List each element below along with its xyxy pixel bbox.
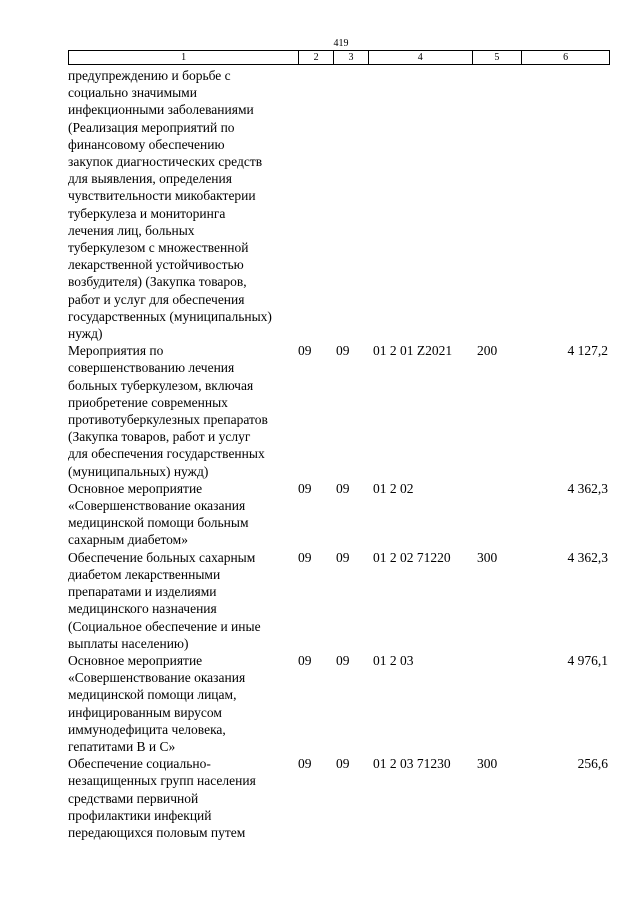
table-row — [68, 652, 610, 755]
row-description — [68, 652, 300, 755]
description-line: выплаты населению) — [68, 635, 189, 651]
row-description — [68, 342, 300, 480]
description-line: чувствительности микобактерии — [68, 188, 256, 204]
table-header — [68, 50, 610, 65]
section-cell: 09 — [298, 549, 312, 565]
expense-type-cell: 300 — [477, 756, 498, 772]
row-description — [68, 67, 300, 342]
description-line: противотуберкулезных препаратов — [68, 412, 268, 428]
description-line: работ и услуг для обеспечения — [68, 291, 245, 307]
header-col-6: 6 — [521, 51, 609, 64]
sum-cell: 4 976,1 — [567, 652, 608, 668]
row-description — [68, 549, 300, 652]
description-line: иммунодефицита человека, — [68, 721, 226, 737]
code-cell: 01 2 02 — [373, 480, 414, 496]
description-line: Мероприятия по — [68, 343, 164, 359]
description-line: нужд) — [68, 326, 103, 342]
description-line: «Совершенствование оказания — [68, 498, 246, 514]
table-body — [68, 67, 610, 841]
subsection-cell: 09 — [336, 343, 350, 359]
header-col-2: 2 — [298, 51, 333, 64]
description-line: для обеспечения государственных — [68, 446, 265, 462]
description-line: туберкулезом с множественной — [68, 240, 249, 256]
section-cell: 09 — [298, 343, 312, 359]
description-line: больных туберкулезом, включая — [68, 377, 254, 393]
subsection-cell: 09 — [336, 549, 350, 565]
description-line: Основное мероприятие — [68, 652, 203, 668]
header-col-4: 4 — [368, 51, 472, 64]
description-line: возбудителя) (Закупка товаров, — [68, 274, 247, 290]
code-cell: 01 2 03 — [373, 652, 414, 668]
description-line: (Социальное обеспечение и иные — [68, 618, 261, 634]
table-row — [68, 480, 610, 549]
table-row — [68, 67, 610, 342]
sum-cell: 4 127,2 — [567, 343, 608, 359]
section-cell: 09 — [298, 756, 312, 772]
description-line: препаратами и изделиями — [68, 584, 217, 600]
description-line: средствами первичной — [68, 790, 199, 806]
subsection-cell: 09 — [336, 480, 350, 496]
description-line: (муниципальных) нужд) — [68, 463, 209, 479]
description-line: Основное мероприятие — [68, 480, 203, 496]
description-line: гепатитами В и С» — [68, 738, 176, 754]
description-line: лекарственной устойчивостью — [68, 257, 244, 273]
sum-cell: 4 362,3 — [567, 480, 608, 496]
description-line: передающихся половым путем — [68, 824, 246, 840]
description-line: диабетом лекарственными — [68, 566, 221, 582]
description-line: закупок диагностических средств — [68, 154, 263, 170]
description-line: незащищенных групп населения — [68, 773, 256, 789]
description-line: туберкулеза и мониторинга — [68, 205, 226, 221]
code-cell: 01 2 03 71230 — [373, 756, 451, 772]
description-line: лечения лиц, больных — [68, 222, 195, 238]
description-line: инфекционными заболеваниями — [68, 102, 254, 118]
description-line: медицинской помощи больным — [68, 515, 249, 531]
description-line: финансовому обеспечению — [68, 136, 225, 152]
row-description — [68, 755, 300, 841]
table-row — [68, 342, 610, 480]
description-line: медицинского назначения — [68, 601, 217, 617]
expense-type-cell: 200 — [477, 343, 498, 359]
code-cell: 01 2 01 Z2021 — [373, 343, 453, 359]
row-description — [68, 480, 300, 549]
description-line: приобретение современных — [68, 394, 228, 410]
description-line: предупреждению и борьбе с — [68, 68, 231, 83]
table-row — [68, 755, 610, 841]
description-line: «Совершенствование оказания — [68, 670, 246, 686]
code-cell: 01 2 02 71220 — [373, 549, 451, 565]
description-line: медицинской помощи лицам, — [68, 687, 237, 703]
section-cell: 09 — [298, 652, 312, 668]
description-line: инфицированным вирусом — [68, 704, 222, 720]
description-line: сахарным диабетом» — [68, 532, 188, 548]
expense-type-cell: 300 — [477, 549, 498, 565]
description-line: социально значимыми — [68, 85, 197, 101]
description-line: (Реализация мероприятий по — [68, 119, 235, 135]
description-line: для выявления, определения — [68, 171, 232, 187]
description-line: профилактики инфекций — [68, 807, 212, 823]
sum-cell: 256,6 — [577, 756, 608, 772]
description-line: государственных (муниципальных) — [68, 308, 272, 324]
section-cell: 09 — [298, 480, 312, 496]
sum-cell: 4 362,3 — [567, 549, 608, 565]
header-col-1: 1 — [181, 52, 187, 63]
subsection-cell: 09 — [336, 652, 350, 668]
description-line: Обеспечение больных сахарным — [68, 549, 256, 565]
description-line: Обеспечение социально- — [68, 756, 211, 772]
header-col-3: 3 — [333, 51, 368, 64]
header-col-5: 5 — [472, 51, 522, 64]
description-line: (Закупка товаров, работ и услуг — [68, 429, 251, 445]
table-row — [68, 549, 610, 652]
subsection-cell: 09 — [336, 756, 350, 772]
page-number: 419 — [333, 38, 349, 49]
description-line: совершенствованию лечения — [68, 360, 235, 376]
